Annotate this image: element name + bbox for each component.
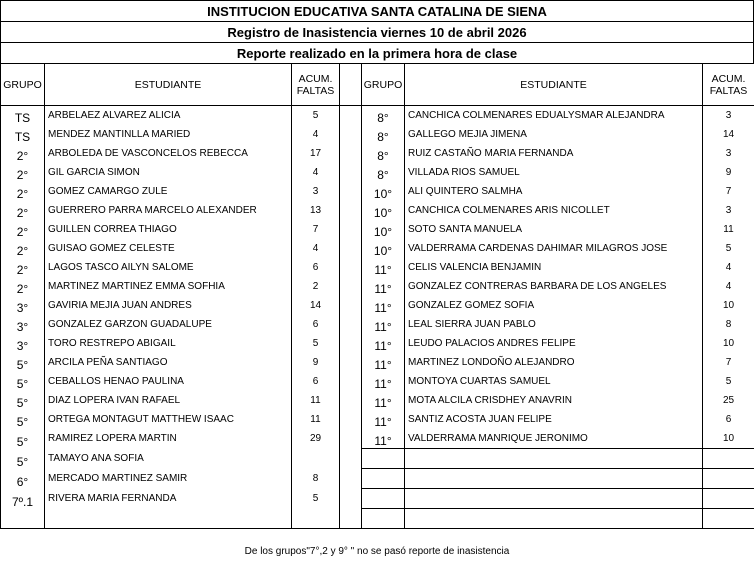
grupo-cell: 2°	[1, 277, 45, 296]
grupo-cell-right	[362, 449, 405, 469]
absences-cell-right: 25	[703, 391, 754, 410]
grupo-cell-right	[362, 469, 405, 489]
grupo-cell-right: 8°	[362, 163, 405, 182]
col-header-estudiante-right: ESTUDIANTE	[405, 64, 703, 106]
grupo-cell: 2°	[1, 163, 45, 182]
faltas-label: FALTAS	[296, 84, 335, 97]
spacer-cell	[340, 429, 362, 449]
table-row	[1, 106, 754, 126]
absences-cell: 5	[292, 334, 340, 353]
student-name-cell: GUISAO GOMEZ CELESTE	[45, 239, 292, 258]
student-name-cell-right: CANCHICA COLMENARES ARIS NICOLLET	[405, 201, 703, 220]
grupo-cell: 6°	[1, 469, 45, 489]
absence-table	[0, 63, 754, 529]
student-name-cell: ORTEGA MONTAGUT MATTHEW ISAAC	[45, 410, 292, 429]
spacer-cell	[340, 201, 362, 220]
grupo-cell-right: 10°	[362, 201, 405, 220]
absences-cell: 3	[292, 182, 340, 201]
spacer-cell	[340, 315, 362, 334]
table-row	[1, 201, 754, 220]
absences-cell	[292, 509, 340, 529]
grupo-cell: 2°	[1, 144, 45, 163]
report-subtitle: Registro de Inasistencia viernes 10 de abril 2026	[1, 22, 754, 43]
student-name-cell: MERCADO MARTINEZ SAMIR	[45, 469, 292, 489]
student-name-cell: LAGOS TASCO AILYN SALOME	[45, 258, 292, 277]
grupo-cell: 5°	[1, 429, 45, 449]
grupo-cell: 2°	[1, 201, 45, 220]
absences-cell: 2	[292, 277, 340, 296]
table-row	[1, 391, 754, 410]
absences-cell: 9	[292, 353, 340, 372]
spacer-cell	[340, 220, 362, 239]
absences-cell-right: 6	[703, 410, 754, 429]
absences-cell-right: 7	[703, 353, 754, 372]
student-name-cell: RIVERA MARIA FERNANDA	[45, 489, 292, 509]
absences-cell: 4	[292, 163, 340, 182]
student-name-cell-right: GONZALEZ CONTRERAS BARBARA DE LOS ANGELES	[405, 277, 703, 296]
table-row	[1, 353, 754, 372]
student-name-cell: MENDEZ MANTINLLA MARIED	[45, 125, 292, 144]
absences-cell: 5	[292, 489, 340, 509]
grupo-cell-right: 8°	[362, 125, 405, 144]
spacer-cell	[340, 372, 362, 391]
student-name-cell-right	[405, 449, 703, 469]
student-name-cell-right	[405, 509, 703, 529]
table-row	[1, 144, 754, 163]
table-row	[1, 489, 754, 509]
spacer-cell	[340, 469, 362, 489]
grupo-cell-right	[362, 489, 405, 509]
footer-note: De los grupos"7°,2 y 9° " no se pasó reporte de inasistencia	[244, 546, 510, 557]
student-name-cell: TORO RESTREPO ABIGAIL	[45, 334, 292, 353]
spacer-cell	[340, 144, 362, 163]
absences-cell-right: 3	[703, 106, 754, 126]
grupo-cell-right: 11°	[362, 334, 405, 353]
grupo-cell: 7º.1	[1, 489, 45, 509]
absences-cell-right: 11	[703, 220, 754, 239]
student-name-cell-right: LEUDO PALACIOS ANDRES FELIPE	[405, 334, 703, 353]
grupo-cell-right: 11°	[362, 258, 405, 277]
student-name-cell: GUILLEN CORREA THIAGO	[45, 220, 292, 239]
grupo-cell-right: 10°	[362, 239, 405, 258]
student-name-cell: ARBOLEDA DE VASCONCELOS REBECCA	[45, 144, 292, 163]
grupo-cell: 3°	[1, 315, 45, 334]
table-row	[1, 509, 754, 529]
absences-cell-right	[703, 509, 754, 529]
table-header-row	[1, 64, 754, 106]
absences-cell-right: 5	[703, 372, 754, 391]
table-row	[1, 296, 754, 315]
grupo-cell: 2°	[1, 220, 45, 239]
absences-cell: 4	[292, 239, 340, 258]
grupo-cell-right: 11°	[362, 391, 405, 410]
table-row	[1, 410, 754, 429]
absences-cell-right: 3	[703, 201, 754, 220]
grupo-cell: 2°	[1, 182, 45, 201]
absences-cell-right: 5	[703, 239, 754, 258]
student-name-cell: ARCILA PEÑA SANTIAGO	[45, 353, 292, 372]
spacer-cell	[340, 277, 362, 296]
spacer-cell	[340, 296, 362, 315]
grupo-cell: 5°	[1, 391, 45, 410]
absences-cell: 13	[292, 201, 340, 220]
absences-cell-right: 10	[703, 296, 754, 315]
col-header-grupo: GRUPO	[1, 64, 45, 106]
student-name-cell-right: MOTA ALCILA CRISDHEY ANAVRIN	[405, 391, 703, 410]
table-row	[1, 239, 754, 258]
absences-cell-right	[703, 449, 754, 469]
grupo-cell-right: 11°	[362, 410, 405, 429]
student-name-cell-right	[405, 469, 703, 489]
table-row	[1, 220, 754, 239]
grupo-cell: TS	[1, 125, 45, 144]
student-name-cell: GIL GARCIA SIMON	[45, 163, 292, 182]
table-row	[1, 429, 754, 449]
spacer-cell	[340, 449, 362, 469]
table-row	[1, 334, 754, 353]
student-name-cell-right: RUIZ CASTAÑO MARIA FERNANDA	[405, 144, 703, 163]
student-name-cell-right	[405, 489, 703, 509]
student-name-cell-right: ALI QUINTERO SALMHA	[405, 182, 703, 201]
grupo-cell: 5°	[1, 410, 45, 429]
absences-cell: 6	[292, 315, 340, 334]
absences-cell-right	[703, 489, 754, 509]
spacer-cell	[340, 258, 362, 277]
table-row	[1, 315, 754, 334]
spacer-cell	[340, 182, 362, 201]
spacer-cell	[340, 125, 362, 144]
institution-title: INSTITUCION EDUCATIVA SANTA CATALINA DE SIENA	[1, 1, 754, 22]
grupo-cell: 5°	[1, 449, 45, 469]
col-header-estudiante: ESTUDIANTE	[45, 64, 292, 106]
absences-cell-right: 14	[703, 125, 754, 144]
table-row	[1, 469, 754, 489]
student-name-cell-right: LEAL SIERRA JUAN PABLO	[405, 315, 703, 334]
spacer-cell	[340, 239, 362, 258]
spacer-cell	[340, 391, 362, 410]
absences-cell-right: 3	[703, 144, 754, 163]
absences-cell	[292, 449, 340, 469]
student-name-cell-right: CANCHICA COLMENARES EDUALYSMAR ALEJANDRA	[405, 106, 703, 126]
absences-cell-right: 8	[703, 315, 754, 334]
grupo-cell: 2°	[1, 239, 45, 258]
student-name-cell: GUERRERO PARRA MARCELO ALEXANDER	[45, 201, 292, 220]
acum-label-right: ACUM.	[711, 72, 746, 85]
absences-cell-right: 10	[703, 334, 754, 353]
grupo-cell: 2°	[1, 258, 45, 277]
absences-cell: 5	[292, 106, 340, 126]
faltas-label-right: FALTAS	[709, 84, 748, 97]
col-header-acum-faltas-right	[703, 64, 754, 106]
table-row	[1, 372, 754, 391]
absences-cell: 29	[292, 429, 340, 449]
absences-cell: 11	[292, 391, 340, 410]
table-row	[1, 182, 754, 201]
student-name-cell-right: VILLADA RIOS SAMUEL	[405, 163, 703, 182]
absences-cell-right	[703, 469, 754, 489]
absences-cell: 17	[292, 144, 340, 163]
spacer-cell	[340, 489, 362, 509]
spacer-cell	[340, 410, 362, 429]
spacer-cell	[340, 509, 362, 529]
absences-cell-right: 9	[703, 163, 754, 182]
grupo-cell-right: 10°	[362, 220, 405, 239]
spacer-column	[340, 64, 362, 106]
grupo-cell: TS	[1, 106, 45, 126]
spacer-cell	[340, 353, 362, 372]
report-note: Reporte realizado en la primera hora de clase	[1, 43, 754, 64]
table-row	[1, 163, 754, 182]
grupo-cell	[1, 509, 45, 529]
grupo-cell-right: 11°	[362, 277, 405, 296]
absences-cell: 4	[292, 125, 340, 144]
absences-cell: 6	[292, 258, 340, 277]
report-header	[0, 0, 754, 64]
student-name-cell-right: GONZALEZ GOMEZ SOFIA	[405, 296, 703, 315]
student-name-cell-right: SOTO SANTA MANUELA	[405, 220, 703, 239]
student-name-cell	[45, 509, 292, 529]
grupo-cell-right: 11°	[362, 429, 405, 449]
grupo-cell: 5°	[1, 353, 45, 372]
grupo-cell-right: 10°	[362, 182, 405, 201]
student-name-cell: GOMEZ CAMARGO ZULE	[45, 182, 292, 201]
student-name-cell: GONZALEZ GARZON GUADALUPE	[45, 315, 292, 334]
grupo-cell-right	[362, 509, 405, 529]
student-name-cell-right: VALDERRAMA CARDENAS DAHIMAR MILAGROS JOSE	[405, 239, 703, 258]
student-name-cell-right: CELIS VALENCIA BENJAMIN	[405, 258, 703, 277]
absences-cell: 6	[292, 372, 340, 391]
grupo-cell: 3°	[1, 334, 45, 353]
student-name-cell: TAMAYO ANA SOFIA	[45, 449, 292, 469]
grupo-cell-right: 8°	[362, 144, 405, 163]
student-name-cell: CEBALLOS HENAO PAULINA	[45, 372, 292, 391]
grupo-cell-right: 8°	[362, 106, 405, 126]
student-name-cell: DIAZ LOPERA IVAN RAFAEL	[45, 391, 292, 410]
table-row	[1, 125, 754, 144]
grupo-cell: 5°	[1, 372, 45, 391]
grupo-cell-right: 11°	[362, 372, 405, 391]
acum-label: ACUM.	[298, 72, 333, 85]
absences-cell: 11	[292, 410, 340, 429]
grupo-cell: 3°	[1, 296, 45, 315]
student-name-cell: GAVIRIA MEJIA JUAN ANDRES	[45, 296, 292, 315]
absences-cell: 14	[292, 296, 340, 315]
absences-cell: 8	[292, 469, 340, 489]
table-row	[1, 258, 754, 277]
grupo-cell-right: 11°	[362, 296, 405, 315]
student-name-cell-right: MARTINEZ LONDOÑO ALEJANDRO	[405, 353, 703, 372]
absences-cell: 7	[292, 220, 340, 239]
student-name-cell-right: GALLEGO MEJIA JIMENA	[405, 125, 703, 144]
absences-cell-right: 10	[703, 429, 754, 449]
absences-cell-right: 4	[703, 258, 754, 277]
student-name-cell-right: VALDERRAMA MANRIQUE JERONIMO	[405, 429, 703, 449]
absences-cell-right: 7	[703, 182, 754, 201]
student-name-cell: ARBELAEZ ALVAREZ ALICIA	[45, 106, 292, 126]
student-name-cell-right: MONTOYA CUARTAS SAMUEL	[405, 372, 703, 391]
spacer-cell	[340, 334, 362, 353]
spacer-cell	[340, 106, 362, 126]
table-row	[1, 449, 754, 469]
absences-cell-right: 4	[703, 277, 754, 296]
spacer-cell	[340, 163, 362, 182]
student-name-cell: MARTINEZ MARTINEZ EMMA SOFHIA	[45, 277, 292, 296]
student-name-cell: RAMIREZ LOPERA MARTIN	[45, 429, 292, 449]
col-header-grupo-right: GRUPO	[362, 64, 405, 106]
table-row	[1, 277, 754, 296]
student-name-cell-right: SANTIZ ACOSTA JUAN FELIPE	[405, 410, 703, 429]
grupo-cell-right: 11°	[362, 353, 405, 372]
col-header-acum-faltas	[292, 64, 340, 106]
grupo-cell-right: 11°	[362, 315, 405, 334]
